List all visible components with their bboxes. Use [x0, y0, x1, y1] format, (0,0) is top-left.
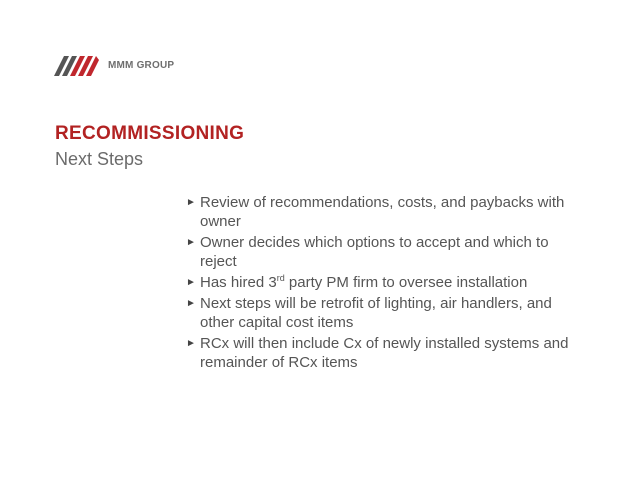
slide-subtitle: Next Steps — [55, 149, 144, 169]
bullet-item — [186, 294, 586, 332]
bullet-list — [186, 193, 586, 374]
bullet-arrow-icon: ► — [186, 237, 196, 248]
bullet-item — [186, 193, 586, 231]
bullet-text: RCx will then include Cx of newly installed systems and remainder of RCx items — [200, 335, 569, 371]
logo-text: MMM GROUP — [108, 60, 175, 71]
bullet-text: Owner decides which options to accept and which to reject — [200, 234, 549, 270]
slide-title: RECOMMISSIONING — [55, 123, 245, 144]
bullet-arrow-icon: ► — [186, 338, 196, 349]
bullet-arrow-icon: ► — [186, 277, 196, 288]
bullet-text-start: Has hired 3 — [200, 274, 277, 291]
mmm-logo-icon — [54, 56, 102, 76]
bullet-arrow-icon: ► — [186, 298, 196, 309]
bullet-text: Next steps will be retrofit of lighting, air handlers, and other capital cost items — [200, 295, 552, 331]
bullet-item — [186, 273, 586, 292]
company-logo — [54, 56, 174, 76]
bullet-text: Review of recommendations, costs, and paybacks with owner — [200, 194, 565, 230]
bullet-superscript: rd — [276, 273, 285, 283]
bullet-item — [186, 334, 586, 372]
bullet-item — [186, 233, 586, 271]
bullet-arrow-icon: ► — [186, 197, 196, 208]
bullet-text-end: party PM firm to oversee installation — [284, 274, 528, 291]
